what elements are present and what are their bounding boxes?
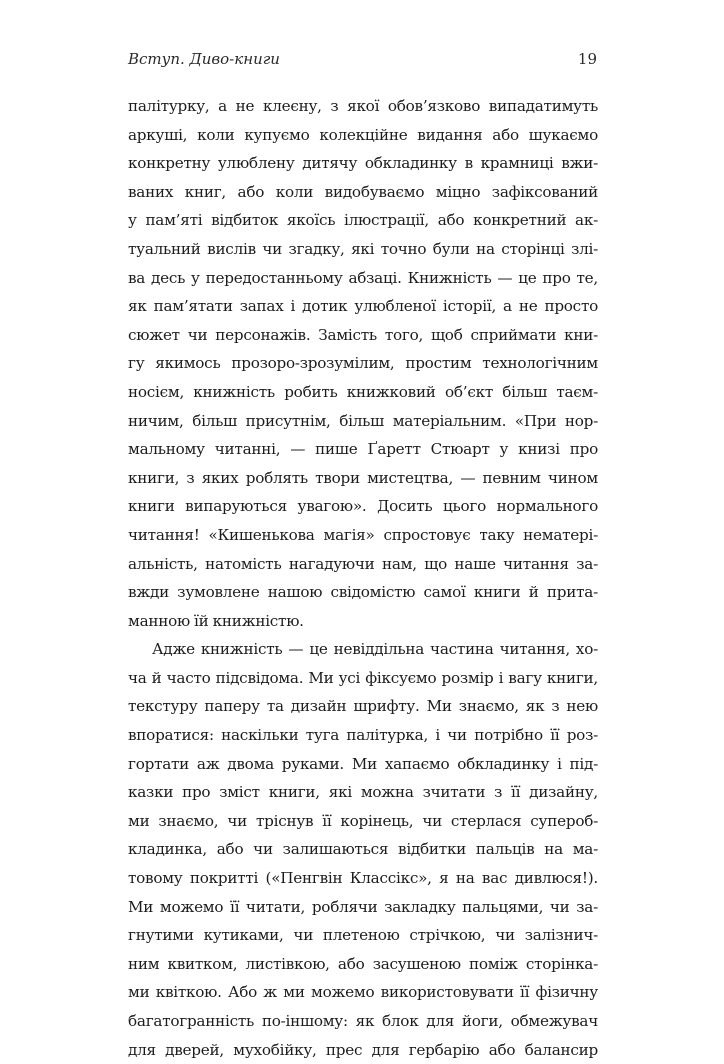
text-line: ва десь у передостанньому абзаці. Книжність — це про те, <box>128 268 598 287</box>
text-line: манною їй книжністю. <box>128 611 304 630</box>
text-line: читання! «Кишенькова магія» спростовує таку нематері- <box>128 525 598 544</box>
text-line: палітурку, а не клеєну, з якої обов’язково випадатимуть <box>128 97 598 115</box>
text-line: Адже книжність — це невіддільна частина читання, хо- <box>152 640 598 659</box>
text-line: книги, з яких роблять твори мистецтва, — певним чином <box>128 468 598 487</box>
text-line: текстуру паперу та дизайн шрифту. Ми знаємо, як з нею <box>128 697 598 716</box>
text-line: носієм, книжність робить книжковий об’єкт більш таєм- <box>128 382 598 401</box>
text-line: туальний вислів чи згадку, які точно були на сторінці злі- <box>128 239 598 258</box>
text-line: ваних книг, або коли видобуваємо міцно зафіксований <box>128 182 598 201</box>
text-line: ничим, більш присутнім, більш матеріальним. «При нор- <box>128 411 598 430</box>
text-line: товому покритті («Пенгвін Классікс», я на вас дивлюся!). <box>128 869 598 888</box>
text-line: багатогранність по-іншому: як блок для йоги, обмежувач <box>128 1012 598 1030</box>
text-line: гнутими кутиками, чи плетеною стрічкою, чи залізнич- <box>128 926 598 945</box>
text-line: Ми можемо її читати, роблячи закладку пальцями, чи за- <box>128 897 598 916</box>
text-line: ми знаємо, чи тріснув її корінець, чи стерлася супероб- <box>128 811 598 830</box>
text-line: альність, натомість нагадуючи нам, що наше читання за- <box>128 554 598 573</box>
text-line: для дверей, мухобійку, прес для гербарію або балансир <box>128 1040 598 1059</box>
text-line: кладинка, або чи залишаються відбитки пальців на ма- <box>128 840 598 859</box>
text-line: гу якимось прозоро-зрозумілим, простим технологічним <box>128 354 598 373</box>
text-line: мальному читанні, — пише Ґаретт Стюарт у книзі про <box>128 440 598 459</box>
text-line: ми квіткою. Або ж ми можемо використовувати її фізичну <box>128 983 598 1002</box>
text-line: конкретну улюблену дитячу обкладинку в крамниці вжи- <box>128 154 598 173</box>
text-line: сюжет чи персонажів. Замість того, щоб сприймати кни- <box>128 325 598 344</box>
text-line: у пам’яті відбиток якоїсь ілюстрації, або конкретний ак- <box>128 211 598 230</box>
text-line: аркуші, коли купуємо колекційне видання або шукаємо <box>128 125 598 144</box>
text-line: впоратися: наскільки туга палітурка, і чи потрібно її роз- <box>128 726 598 745</box>
paragraph <box>128 635 598 1064</box>
text-line: гортати аж двома руками. Ми хапаємо обкладинку і під- <box>128 754 598 773</box>
text-line: ча й часто підсвідома. Ми усі фіксуємо розмір і вагу книги, <box>128 668 598 687</box>
page-number: 19 <box>577 50 597 68</box>
text-line: ним квитком, листівкою, або засушеною поміж сторінка- <box>128 954 598 973</box>
running-head: Вступ. Диво-книги <box>128 50 280 68</box>
text-line: казки про зміст книги, які можна зчитати з її дизайну, <box>128 783 598 802</box>
paragraph <box>128 92 598 635</box>
text-line: як пам’ятати запах і дотик улюбленої історії, а не просто <box>128 297 598 316</box>
text-line: вжди зумовлене нашою свідомістю самої книги й прита- <box>128 583 598 602</box>
text-line: книги випаруються увагою». Досить цього нормального <box>128 497 598 516</box>
body-text <box>128 92 598 1064</box>
